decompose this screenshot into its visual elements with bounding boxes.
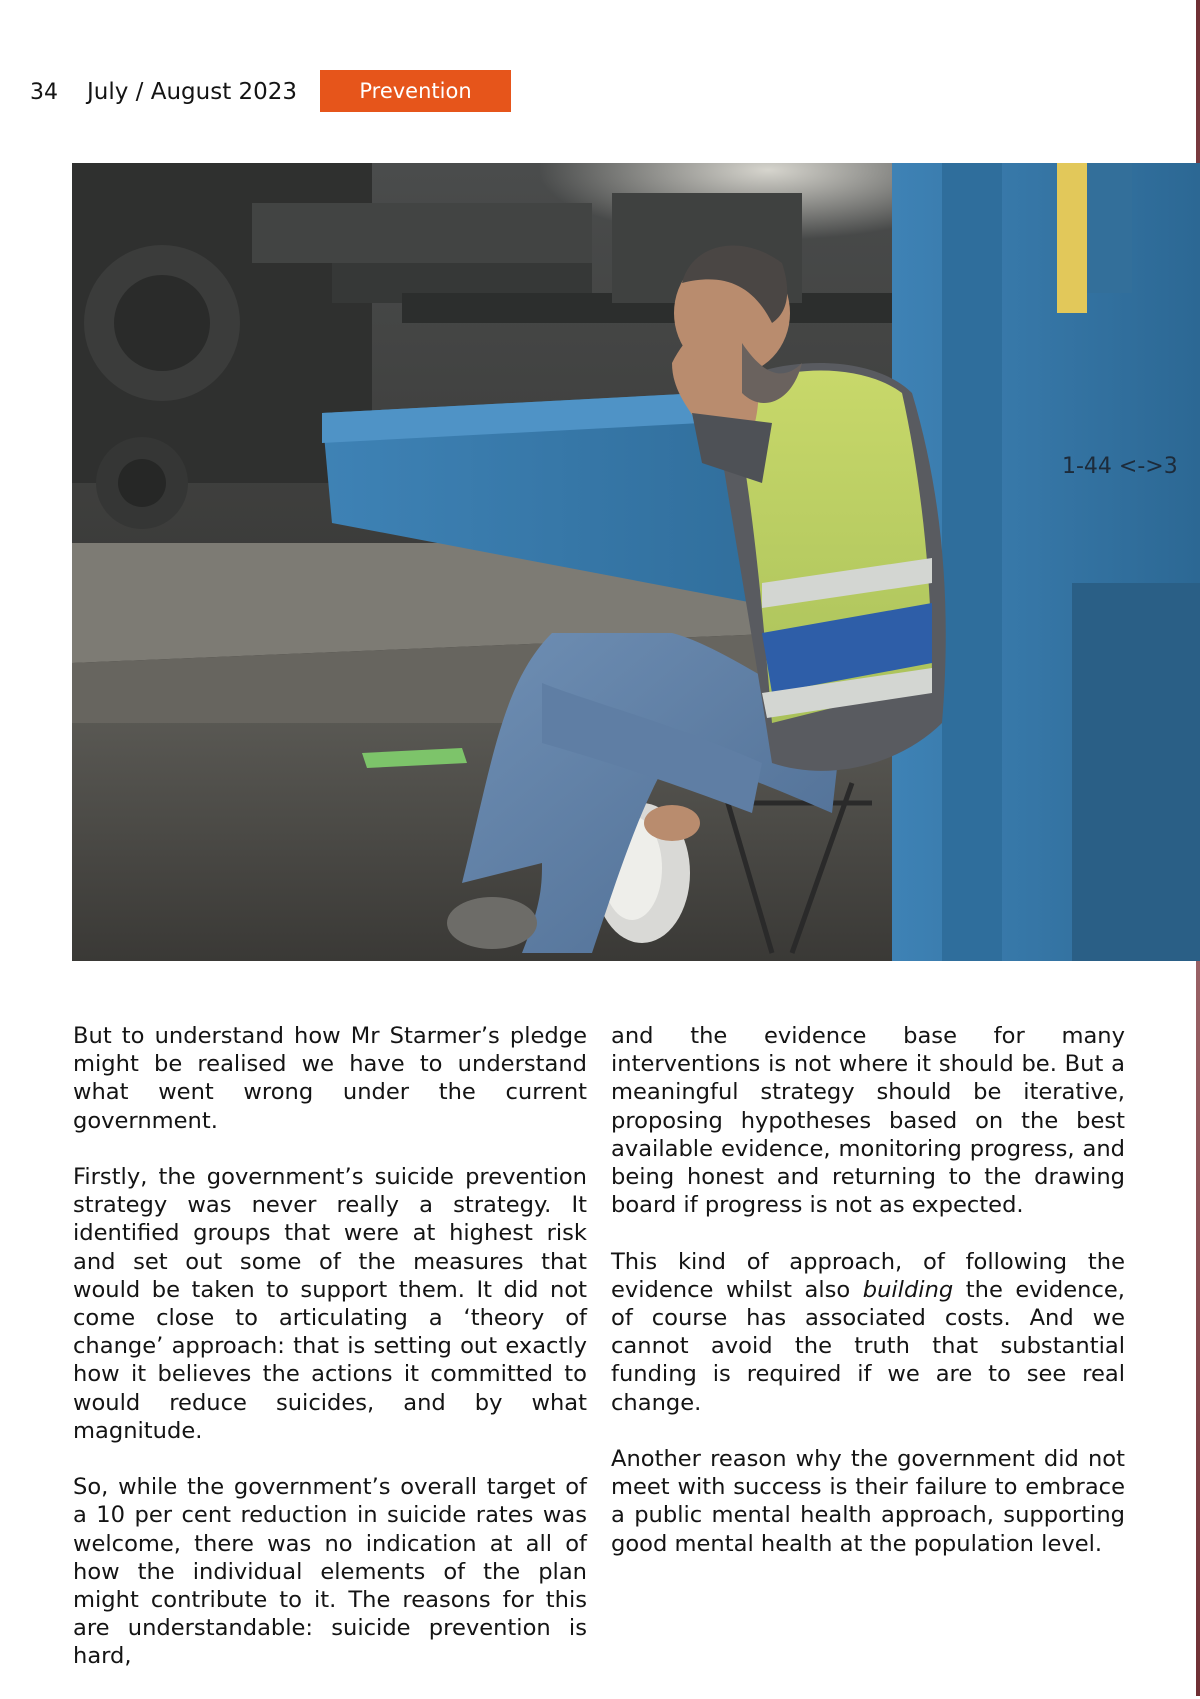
body-paragraph: Firstly, the government’s suicide prevention strategy was never really a strategy. It identified groups that were at highest risk and set out some of the measures that would be taken to support them. It did not come close to articulating a ‘theory of change’ approach: that is setting out exactly how it believes the actions it committed to would reduce suicides, and by what magnitude. (73, 1164, 587, 1444)
paragraph-text: This kind of approach, of following the evidence whilst also (611, 1248, 1125, 1303)
article-photo (72, 163, 1200, 961)
photo-icon (72, 163, 1200, 961)
page-number: 34 (30, 80, 58, 105)
body-paragraph (611, 1248, 1125, 1417)
body-paragraph: and the evidence base for many interventions is not where it should be. But a meaningful strategy should be iterative, proposing hypotheses based on the best available evidence, monitoring progress, and being honest and returning to the drawing board if progress is not as expected. (611, 1023, 1125, 1219)
article-right-column (611, 1022, 1125, 1586)
section-tag: Prevention (320, 70, 511, 112)
emphasis-text: building (862, 1276, 954, 1303)
article-left-column (73, 1022, 587, 1699)
paragraph-text: the evidence, of course has associated costs. And we cannot avoid the truth that substantial funding is required if we are to see real change. (611, 1276, 1125, 1416)
body-paragraph: Another reason why the government did not meet with success is their failure to embrace a public mental health approach, supporting good mental health at the population level. (611, 1446, 1125, 1557)
issue-date: July / August 2023 (87, 79, 298, 105)
body-paragraph: So, while the government’s overall target of a 10 per cent reduction in suicide rates was welcome, there was no indication at all of how the individual elements of the plan might contribute to it. The reasons for this are understandable: suicide prevention is hard, (73, 1474, 587, 1670)
body-paragraph: But to understand how Mr Starmer’s pledge might be realised we have to understand what went wrong under the current government. (73, 1023, 587, 1134)
machine-marking: 1-44 <->3 (1062, 454, 1178, 479)
